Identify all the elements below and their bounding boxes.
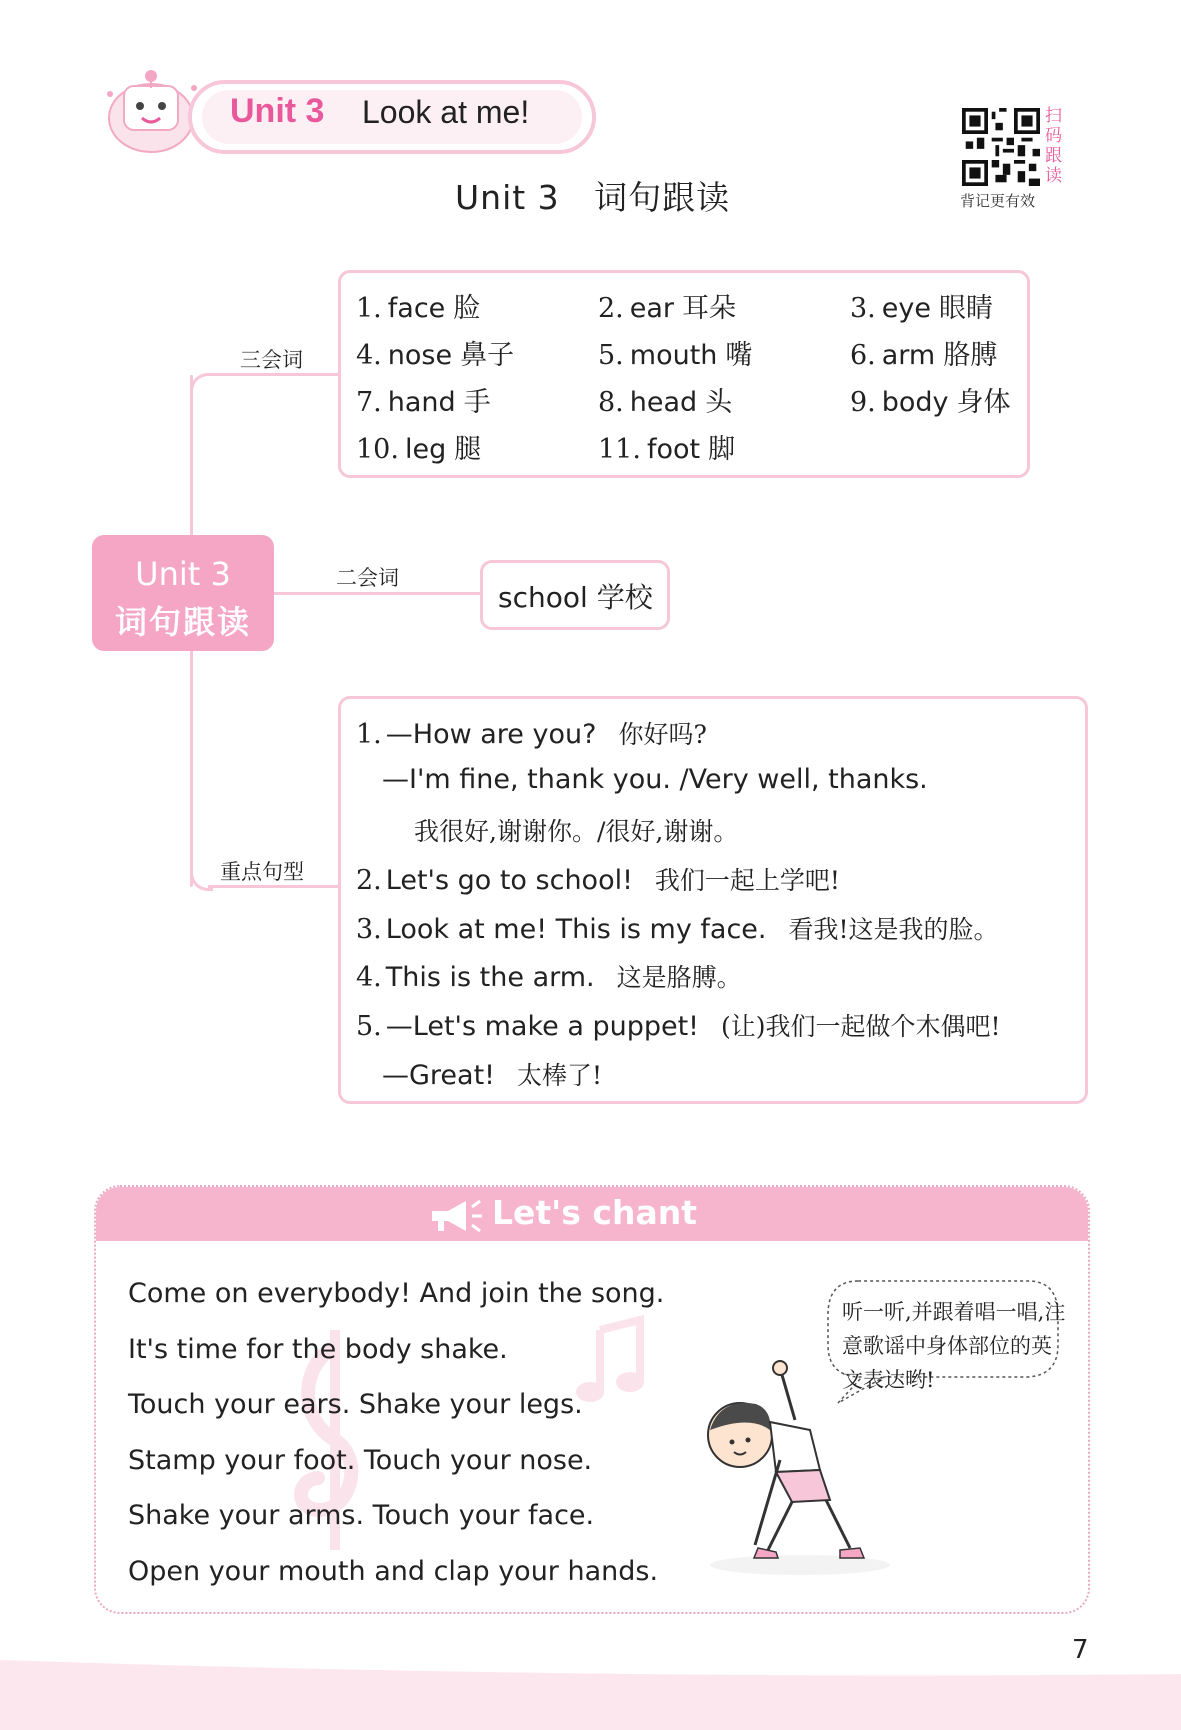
chant-line: Come on everybody! And join the song. [128,1278,665,1309]
sentence-chinese: 太棒了! [517,1061,603,1090]
center-node [92,535,274,651]
sentence-english: —Great! [382,1060,495,1091]
three-words-label: 三会词 [240,348,303,372]
sentence-chinese: 我很好,谢谢你。/很好,谢谢。 [414,817,739,846]
sentence-english: Let's go to school! [385,865,633,896]
sentence-line [382,1056,602,1092]
vocab-item [598,380,732,419]
vocab-chinese: 嘴 [725,340,753,371]
vocab-english: mouth [629,340,718,371]
vocab-item [356,427,481,466]
mindmap-branch-two-words [270,592,482,595]
vocab-item [598,333,752,372]
vocab-chinese: 脚 [708,434,736,465]
vocab-number: 11. [598,434,641,465]
vocab-english: hand [387,387,456,418]
chant-line: It's time for the body shake. [128,1333,508,1365]
two-words-zh: 学校 [596,581,653,614]
key-sentences-label: 重点句型 [220,860,304,884]
vocab-item [850,333,997,372]
page-number: 7 [1072,1635,1089,1665]
vocab-number: 9. [850,387,876,418]
sentence-english: —How are you? [385,719,597,750]
qr-code-icon[interactable] [962,108,1040,186]
vocab-chinese: 胳膊 [943,340,998,371]
vocab-chinese: 头 [705,387,733,418]
sentence-line [356,1007,1001,1043]
vocab-item [850,380,1011,419]
sentence-number: 5. [356,1011,382,1042]
sentence-line [356,715,707,751]
two-words-en: school [498,581,588,614]
chant-line: Open your mouth and clap your hands. [128,1555,659,1587]
vocab-number: 2. [598,293,624,324]
sentence-line [356,910,999,946]
sentence-chinese: 你好吗? [618,720,707,749]
vocab-english: body [881,387,949,418]
vocab-chinese: 耳朵 [682,293,737,324]
vocab-chinese: 鼻子 [460,340,515,371]
chant-line: Touch your ears. Shake your legs. [128,1389,583,1420]
unit-label: Unit 3 [230,92,325,130]
speech-bubble-text: 听一听,并跟着唱一唱,注意歌谣中身体部位的英文表达哟! [842,1300,1066,1392]
vocab-english: eye [881,293,931,324]
sentence-english: —Let's make a puppet! [385,1011,699,1042]
sentence-line [414,812,738,848]
two-words-label: 二会词 [336,566,399,590]
sentence-number: 3. [356,914,382,945]
vocab-chinese: 脸 [453,293,481,324]
vocab-number: 7. [356,387,382,418]
chant-line: Stamp your foot. Touch your nose. [128,1444,593,1476]
vocab-number: 8. [598,387,624,418]
chant-title: Let's chant [492,1193,698,1232]
sentence-line [356,861,840,897]
vocab-number: 3. [850,293,876,324]
sentence-english: —I'm fine, thank you. /Very well, thanks. [382,764,928,795]
sentence-english: This is the arm. [385,962,595,993]
vocab-number: 4. [356,340,382,371]
sentence-chinese: 这是胳膊。 [616,963,742,992]
vocab-english: foot [646,434,701,465]
sentence-chinese: 看我!这是我的脸。 [788,915,999,944]
vocab-chinese: 身体 [956,387,1011,418]
vocab-item [850,286,993,325]
vocab-number: 10. [356,434,399,465]
vocab-number: 6. [850,340,876,371]
vocab-item [356,380,491,419]
sentence-english: Look at me! This is my face. [385,914,767,945]
vocab-number: 5. [598,340,624,371]
sentence-number: 1. [356,719,382,750]
vocab-chinese: 眼睛 [938,293,993,324]
megaphone-icon [426,1195,484,1237]
vocab-english: leg [404,434,447,465]
vocab-chinese: 腿 [454,434,482,465]
bottom-band [0,1650,1181,1730]
boy-stretching-icon [680,1360,900,1580]
center-node-title: 词句跟读 [114,603,251,641]
vocab-english: arm [881,340,936,371]
vocab-english: head [629,387,698,418]
vocab-number: 1. [356,293,382,324]
vocab-english: nose [387,340,453,371]
sentence-line [356,958,742,994]
vocab-item [356,333,514,372]
unit-title: Look at me! [362,94,530,130]
sentence-chinese: 我们一起上学吧! [654,866,840,895]
vocab-chinese: 手 [463,387,491,418]
sentence-number: 4. [356,962,382,993]
center-node-unit: Unit 3 [135,555,231,593]
qr-caption: 背记更有效 [960,192,1036,210]
sentence-chinese: (让)我们一起做个木偶吧! [721,1012,1001,1041]
vocab-english: ear [629,293,675,324]
two-words-item [498,576,653,616]
vocab-item [598,286,736,325]
sentence-line [382,764,928,795]
qr-side-text: 扫码跟读 [1045,106,1062,186]
chant-line: Shake your arms. Touch your face. [128,1500,595,1531]
mindmap-corner-top [190,373,213,396]
page-title: Unit 3 词句跟读 [455,178,731,217]
sentence-number: 2. [356,865,382,896]
vocab-english: face [387,293,446,324]
vocab-item [598,427,735,466]
vocab-item [356,286,480,325]
